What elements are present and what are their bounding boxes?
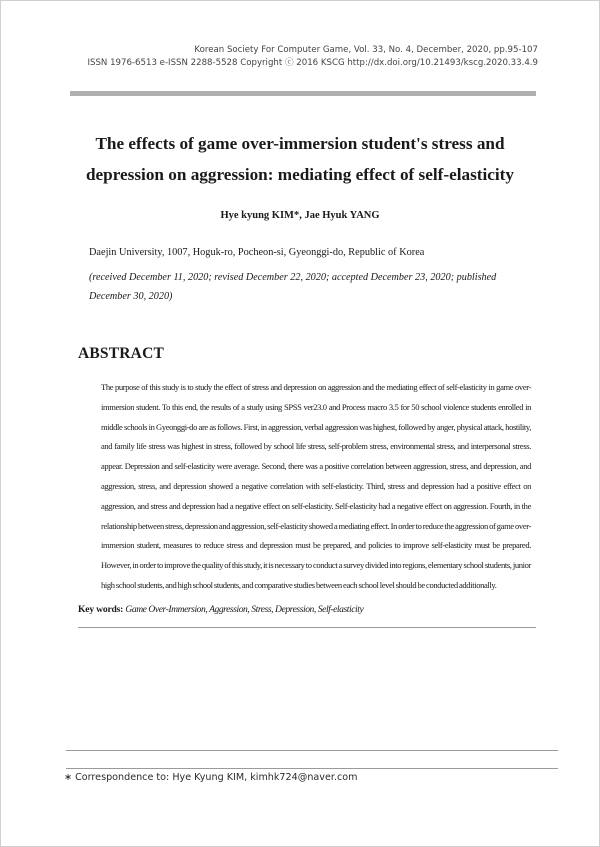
paper-title-line-2: depression on aggression: mediating effect of self-elasticity	[85, 165, 515, 184]
abstract-heading: ABSTRACT	[78, 345, 165, 362]
keywords-label: Key words:	[78, 604, 124, 615]
paper-title-line-1: The effects of game over-immersion student's stress and	[95, 134, 505, 153]
keywords	[78, 604, 538, 615]
keywords-values: Game Over-Immersion, Aggression, Stress, Depression, Self-elasticity	[125, 604, 364, 615]
journal-issn: ISSN 1976-6513 e-ISSN 2288-5528 Copyright ⓒ 2016 KSCG http://dx.doi.org/10.21493/kscg.2020.33.4.9	[87, 58, 538, 68]
journal-header	[38, 44, 538, 70]
publication-dates: (received December 11, 2020; revised December 22, 2020; accepted December 23, 2020; published December 30, 2020)	[89, 272, 497, 302]
footnote-divider-bottom	[66, 768, 558, 769]
abstract-body: The purpose of this study is to study the effect of stress and depression on aggression and the mediating effect of self-elasticity in game over-immersion student. To this end, the results of a study using SPSS ver23.0 and Process macro 3.5 for 50 school violence students enrolled in middle schools in Gyeonggi-do are as follows. First, in aggression, verbal aggression was highest, followed by anger, physical attack, hostility, and family life stress was highest in stress, followed by school life stress, self-problem stress, environmental stress, and interpersonal stress. appear. Depression and self-elasticity were average. Second, there was a positive correlation between aggression, stress, and depression, and aggression, stress, and depression showed a negative correlation with self-elasticity. Third, stress and depression had a positive effect on aggression, and stress and depression had a negative effect on self-elasticity. Self-elasticity had a negative effect on aggression. Fourth, in the relationship between stress, depression and aggression, self-elasticity showed a mediating effect. In order to reduce the aggression of game over-immersion student, measures to reduce stress and depression must be prepared, and policies to improve self-elasticity must be prepared. However, in order to improve the quality of this study, it is necessary to conduct a survey divided into regions, elementary school students, junior high school students, and high school students, and comparative studies between each school level should be conducted additionally.	[101, 382, 531, 590]
paper-title	[60, 128, 540, 190]
journal-citation: Korean Society For Computer Game, Vol. 33, No. 4, December, 2020, pp.95-107	[194, 45, 538, 55]
header-divider	[70, 91, 536, 96]
footnote-divider-top	[66, 750, 558, 751]
author-list: Hye kyung KIM*, Jae Hyuk YANG	[220, 210, 380, 221]
keywords-divider	[78, 627, 536, 628]
correspondence-footnote: ∗ Correspondence to: Hye Kyung KIM, kimhk724@naver.com	[64, 772, 358, 783]
affiliation: Daejin University, 1007, Hoguk-ro, Pocheon-si, Gyeonggi-do, Republic of Korea	[89, 247, 425, 258]
